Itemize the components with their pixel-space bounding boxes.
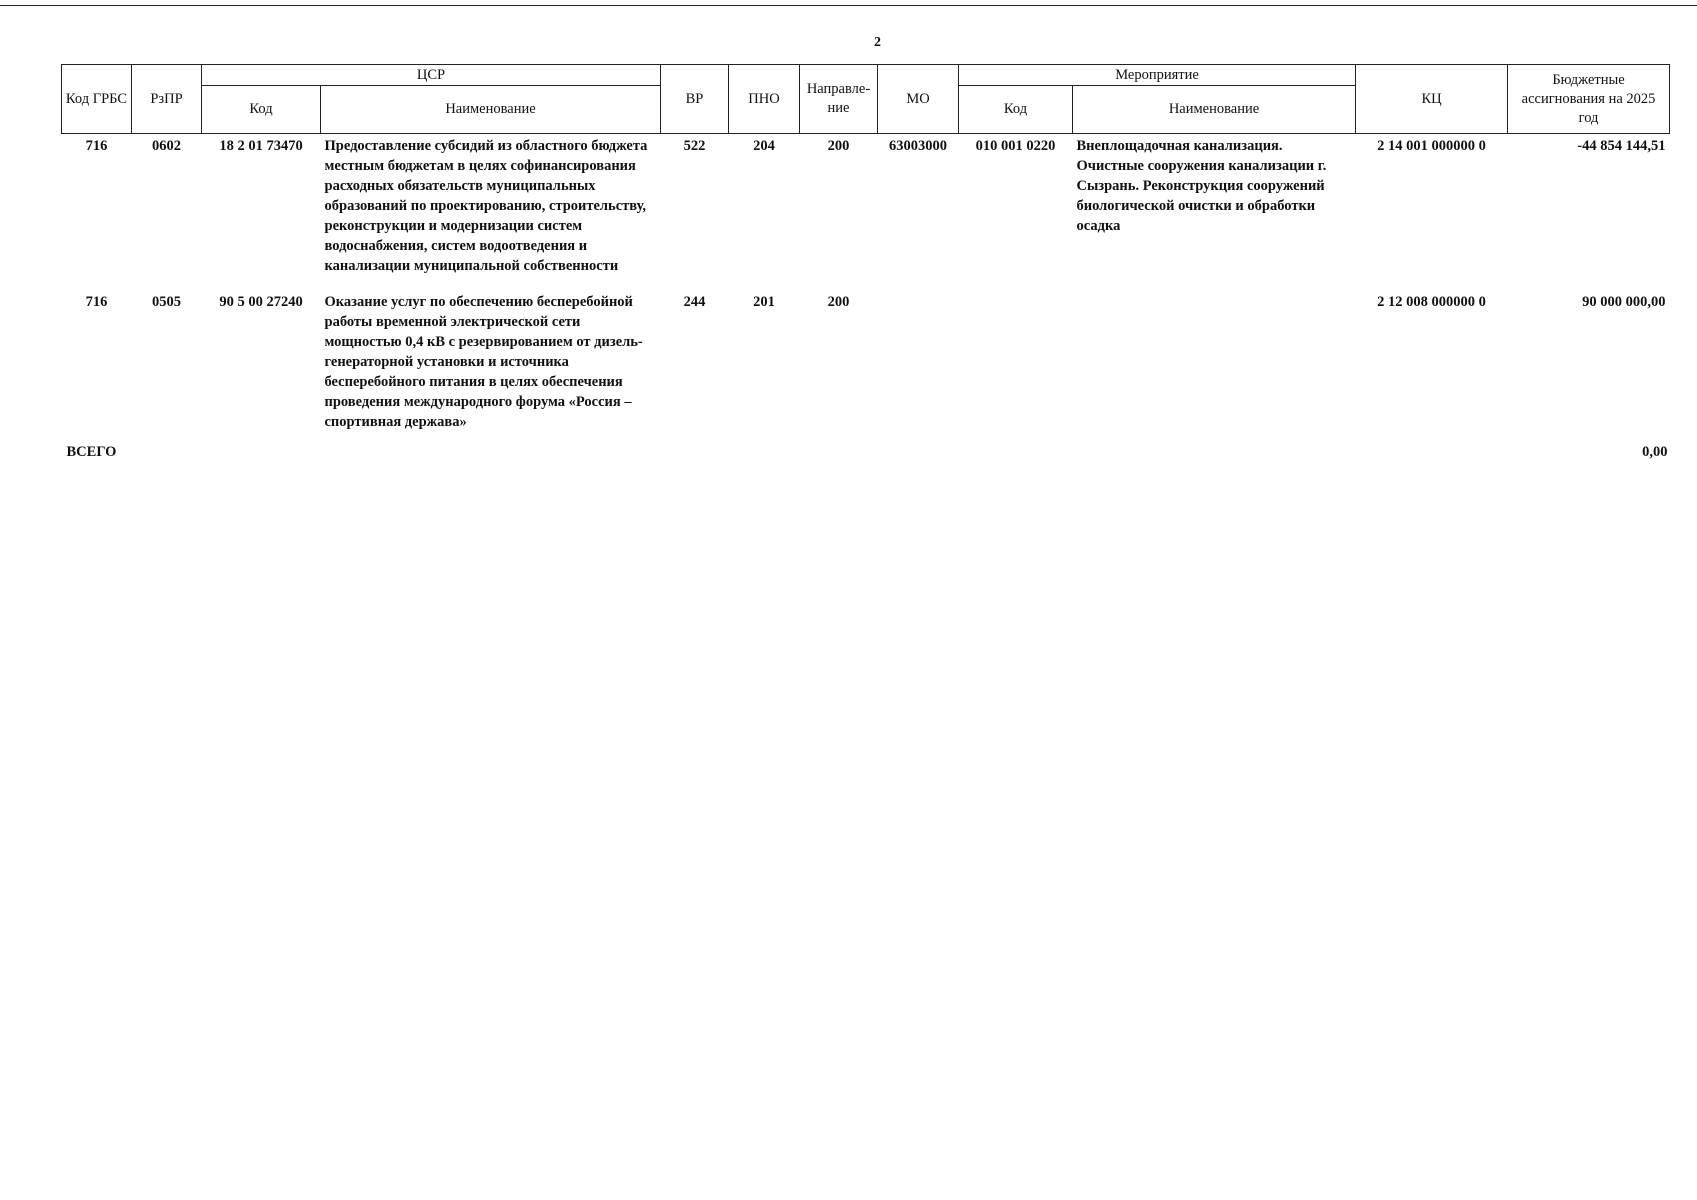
cell-pno: 204 (753, 138, 775, 154)
cell-event-code (959, 290, 1073, 440)
header-csr-code: Код (202, 86, 321, 134)
cell-csr-name: Предоставление субсидий из областного бюджета местным бюджетам в целях софинансирования расходных обязательств муниципальных образований по проектированию, строительству, реконструкции и модернизации систем водоснабжения, систем водоотведения и канализации муниципальной собственности (324, 138, 648, 274)
total-label: ВСЕГО (66, 444, 117, 460)
header-event-name: Наименование (1073, 86, 1356, 134)
header-csr-name: Наименование (321, 86, 661, 134)
table-row (62, 134, 1670, 291)
table-header (62, 65, 1670, 134)
header-pno: ПНО (729, 65, 800, 134)
top-rule (0, 5, 1697, 6)
cell-rzpr: 0602 (152, 138, 181, 154)
cell-amount: -44 854 144,51 (1577, 138, 1666, 154)
page-number: 2 (874, 35, 881, 50)
header-grbs: Код ГРБС (62, 65, 132, 134)
total-amount: 0,00 (1642, 444, 1668, 460)
cell-direction: 200 (827, 294, 850, 310)
cell-mo: 63003000 (889, 138, 947, 154)
cell-direction: 200 (827, 138, 850, 154)
header-direction: Направле-ние (800, 65, 878, 134)
cell-kc: 2 14 001 000000 0 (1377, 138, 1486, 154)
cell-event-code: 010 001 0220 (975, 138, 1056, 154)
header-mo: МО (878, 65, 959, 134)
header-kc: КЦ (1356, 65, 1508, 134)
cell-amount: 90 000 000,00 (1582, 294, 1666, 310)
cell-vr: 522 (683, 138, 706, 154)
cell-csr-code: 90 5 00 27240 (219, 294, 303, 310)
budget-table (61, 64, 1670, 462)
cell-rzpr: 0505 (152, 294, 181, 310)
cell-csr-code: 18 2 01 73470 (219, 138, 303, 154)
cell-mo (878, 290, 959, 440)
total-row (62, 440, 1670, 462)
header-vr: ВР (661, 65, 729, 134)
header-event-group: Мероприятие (959, 65, 1356, 86)
cell-grbs: 716 (85, 138, 108, 154)
cell-event-name (1073, 290, 1356, 440)
cell-event-name: Внеплощадочная канализация. Очистные сооружения канализации г. Сызрань. Реконструкция сооружений биологической очистки и обработки осадка (1076, 138, 1327, 234)
header-budget: Бюджетные ассигнования на 2025 год (1508, 65, 1670, 134)
header-event-code: Код (959, 86, 1073, 134)
header-rzpr: РзПР (132, 65, 202, 134)
header-csr-group: ЦСР (202, 65, 661, 86)
cell-csr-name: Оказание услуг по обеспечению бесперебойной работы временной электрической сети мощностью 0,4 кВ с резервированием от дизель-генераторной установки и источника бесперебойного питания в целях обеспечения проведения международного форума «Россия – спортивная держава» (324, 294, 643, 430)
cell-vr: 244 (683, 294, 706, 310)
table-row (62, 290, 1670, 440)
cell-pno: 201 (753, 294, 775, 310)
cell-kc: 2 12 008 000000 0 (1377, 294, 1486, 310)
cell-grbs: 716 (85, 294, 108, 310)
